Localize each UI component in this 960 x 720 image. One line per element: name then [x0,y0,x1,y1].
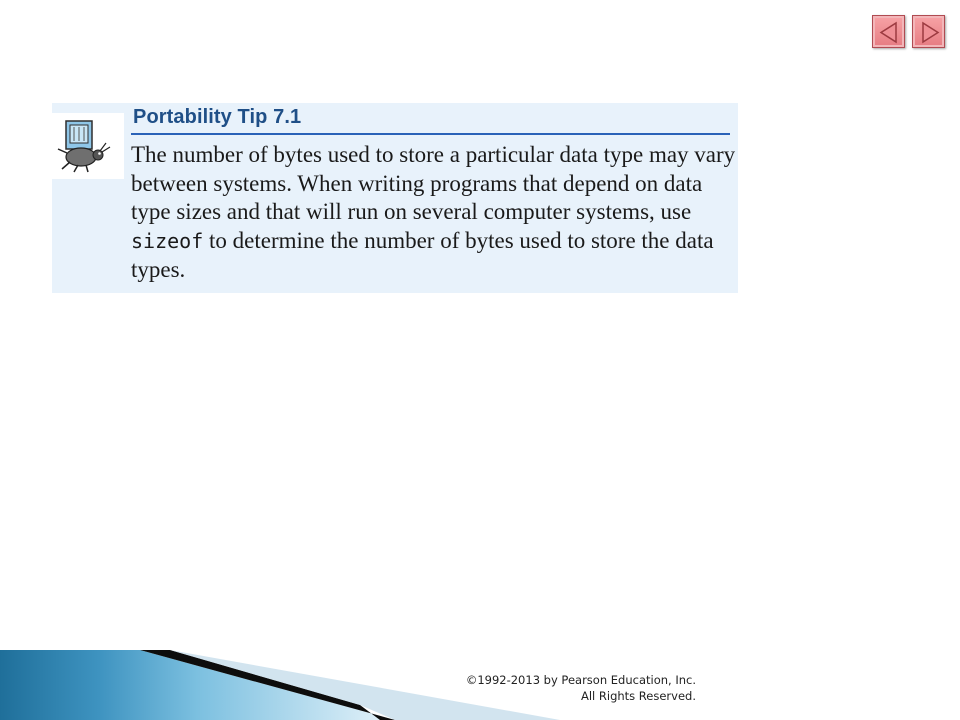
previous-slide-button[interactable] [872,15,905,48]
copyright-line-1: ©1992-2013 by Pearson Education, Inc. [465,673,696,687]
copyright-line-2: All Rights Reserved. [580,689,696,703]
triangle-left-icon [873,16,906,49]
tip-body-text [131,141,737,285]
tip-body-start: The number of bytes used to store a particular data type may vary between systems. When writing programs that depend on data type sizes and that will run on several computer systems, use [131,142,736,225]
portability-bug-icon [54,115,114,173]
copyright-notice [466,672,696,704]
sizeof-code: sizeof [131,229,204,254]
tip-icon-panel [52,113,124,179]
title-divider [131,133,730,135]
tip-title: Portability Tip 7.1 [133,106,302,128]
tip-body-end: to determine the number of bytes used to store the data types. [131,228,714,282]
portability-tip-box [52,103,738,293]
triangle-right-icon [913,16,946,49]
next-slide-button[interactable] [912,15,945,48]
